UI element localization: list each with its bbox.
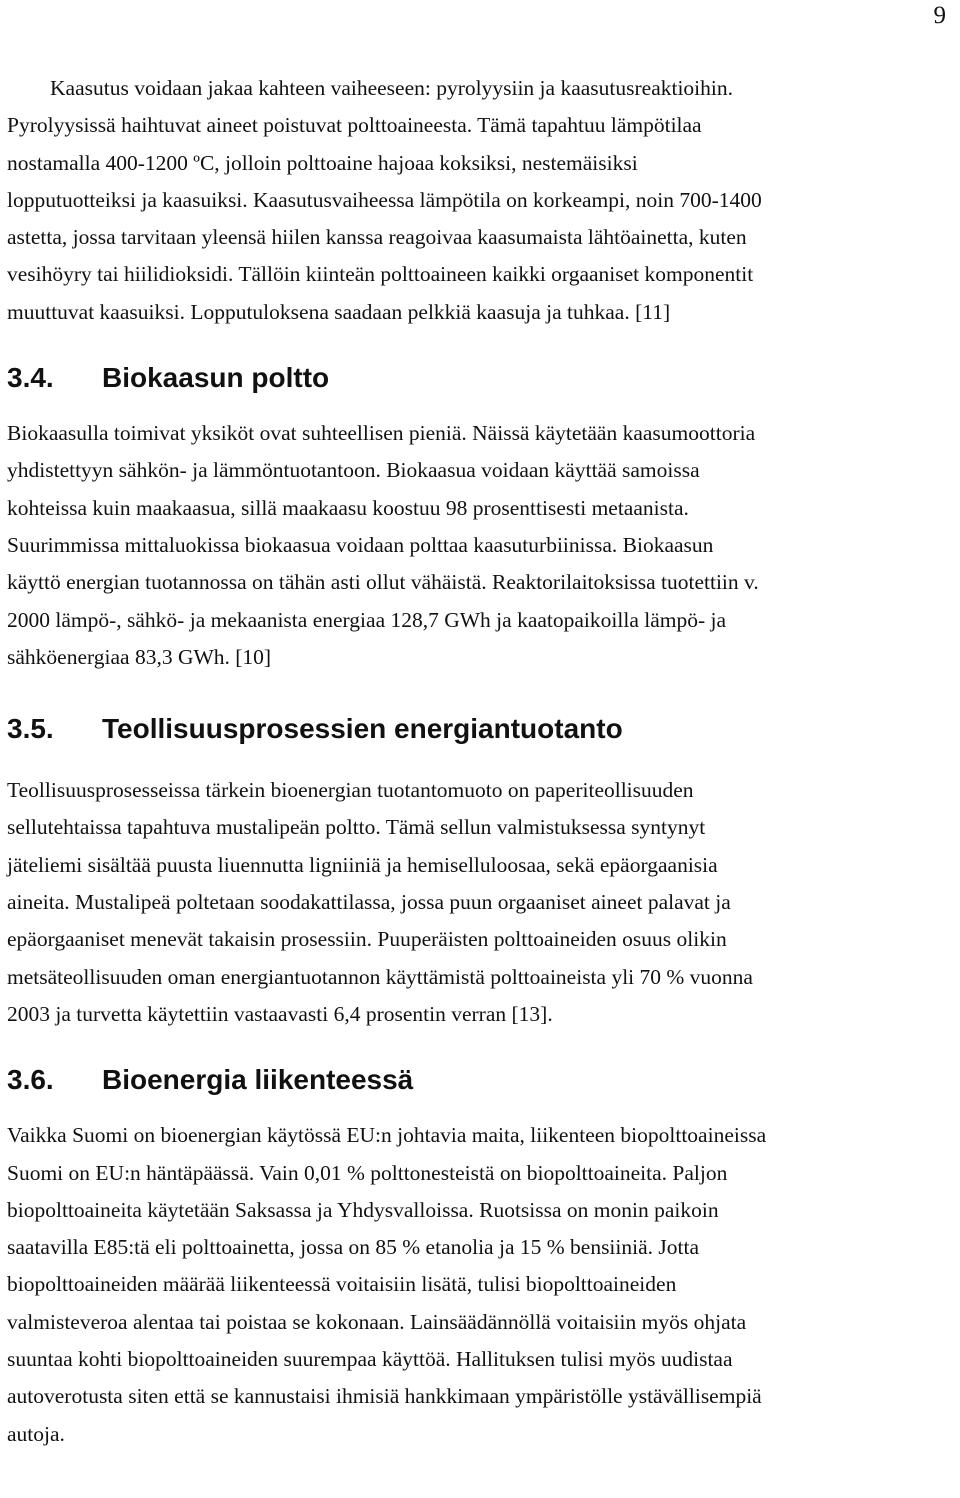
section-number: 3.6. bbox=[7, 1064, 54, 1096]
paragraph-transport: Vaikka Suomi on bioenergian käytössä EU:n johtavia maita, liikenteen biopolttoaineissa Suomi on EU:n häntäpäässä. Vain 0,01 % polttonesteistä on biopolttoaineita. Paljon biopolttoaineita käytetään Saksassa ja Yhdysvalloissa. Ruotsissa on monin paikoin saatavilla E85:tä eli polttoainetta, jossa on 85 % etanolia ja 15 % bensiiniä. Jotta biopolttoaineiden määrää liikenteessä voitaisiin lisätä, tulisi biopolttoaineiden valmisteveroa alentaa tai poistaa se kokonaan. Lainsäädännöllä voitaisiin myös ohjata suuntaa kohti biopolttoaineiden suurempaa käyttöä. Hallituksen tulisi myös uudistaa autoverotusta siten että se kannustaisi ihmisiä hankkimaan ympäristölle ystävällisempiä autoja. bbox=[7, 1123, 767, 1446]
section-heading-biogas bbox=[7, 361, 955, 395]
page-number: 9 bbox=[933, 2, 946, 29]
paragraph-gasification: Kaasutus voidaan jakaa kahteen vaiheeseen: pyrolyysiin ja kaasutusreaktioihin. Pyrolyysissä haihtuvat aineet poistuvat polttoaineesta. Tämä tapahtuu lämpötilaa nostamalla 400-1200 ºC, jolloin polttoaine hajoaa koksiksi, nestemäisiksi lopputuotteiksi ja kaasuiksi. Kaasutusvaiheessa lämpötila on korkeampi, noin 700-1400 astetta, jossa tarvitaan yleensä hiilen kanssa reagoivaa kaasumaista lähtöainetta, kuten vesihöyry tai hiilidioksidi. Tällöin kiinteän polttoaineen kaikki orgaaniset komponentit muuttuvat kaasuiksi. Lopputuloksena saadaan pelkkiä kaasuja ja tuhkaa. [11] bbox=[7, 76, 762, 324]
section-number: 3.4. bbox=[7, 362, 54, 394]
section-title: Biokaasun poltto bbox=[102, 362, 330, 394]
section-heading-industry bbox=[7, 712, 955, 746]
paragraph-industry: Teollisuusprosesseissa tärkein bioenergian tuotantomuoto on paperiteollisuuden sellutehtaissa tapahtuva mustalipeän poltto. Tämä sellun valmistuksessa syntynyt jäteliemi sisältää puusta liuennutta ligniiniä ja hemiselluloosaa, sekä epäorgaanisia aineita. Mustalipeä poltetaan soodakattilassa, jossa puun orgaaniset aineet palavat ja epäorgaaniset menevät takaisin prosessiin. Puuperäisten polttoaineiden osuus olikin metsäteollisuuden oman energiantuotannon käyttämistä polttoaineista yli 70 % vuonna 2003 ja turvetta käytettiin vastaavasti 6,4 prosentin verran [13]. bbox=[7, 778, 753, 1026]
section-title: Teollisuusprosessien energiantuotanto bbox=[102, 713, 623, 745]
section-number: 3.5. bbox=[7, 713, 54, 745]
section-title: Bioenergia liikenteessä bbox=[102, 1064, 414, 1096]
document-body bbox=[7, 70, 955, 1453]
section-heading-transport bbox=[7, 1063, 955, 1097]
paragraph-biogas: Biokaasulla toimivat yksiköt ovat suhteellisen pieniä. Näissä käytetään kaasumoottoria yhdistettyyn sähkön- ja lämmöntuotantoon. Biokaasua voidaan käyttää samoissa kohteissa kuin maakaasua, sillä maakaasu koostuu 98 prosenttisesti metaanista. Suurimmissa mittaluokissa biokaasua voidaan polttaa kaasuturbiinissa. Biokaasun käyttö energian tuotannossa on tähän asti ollut vähäistä. Reaktorilaitoksissa tuotettiin v. 2000 lämpö-, sähkö- ja mekaanista energiaa 128,7 GWh ja kaatopaikoilla lämpö- ja sähköenergiaa 83,3 GWh. [10] bbox=[7, 421, 759, 669]
